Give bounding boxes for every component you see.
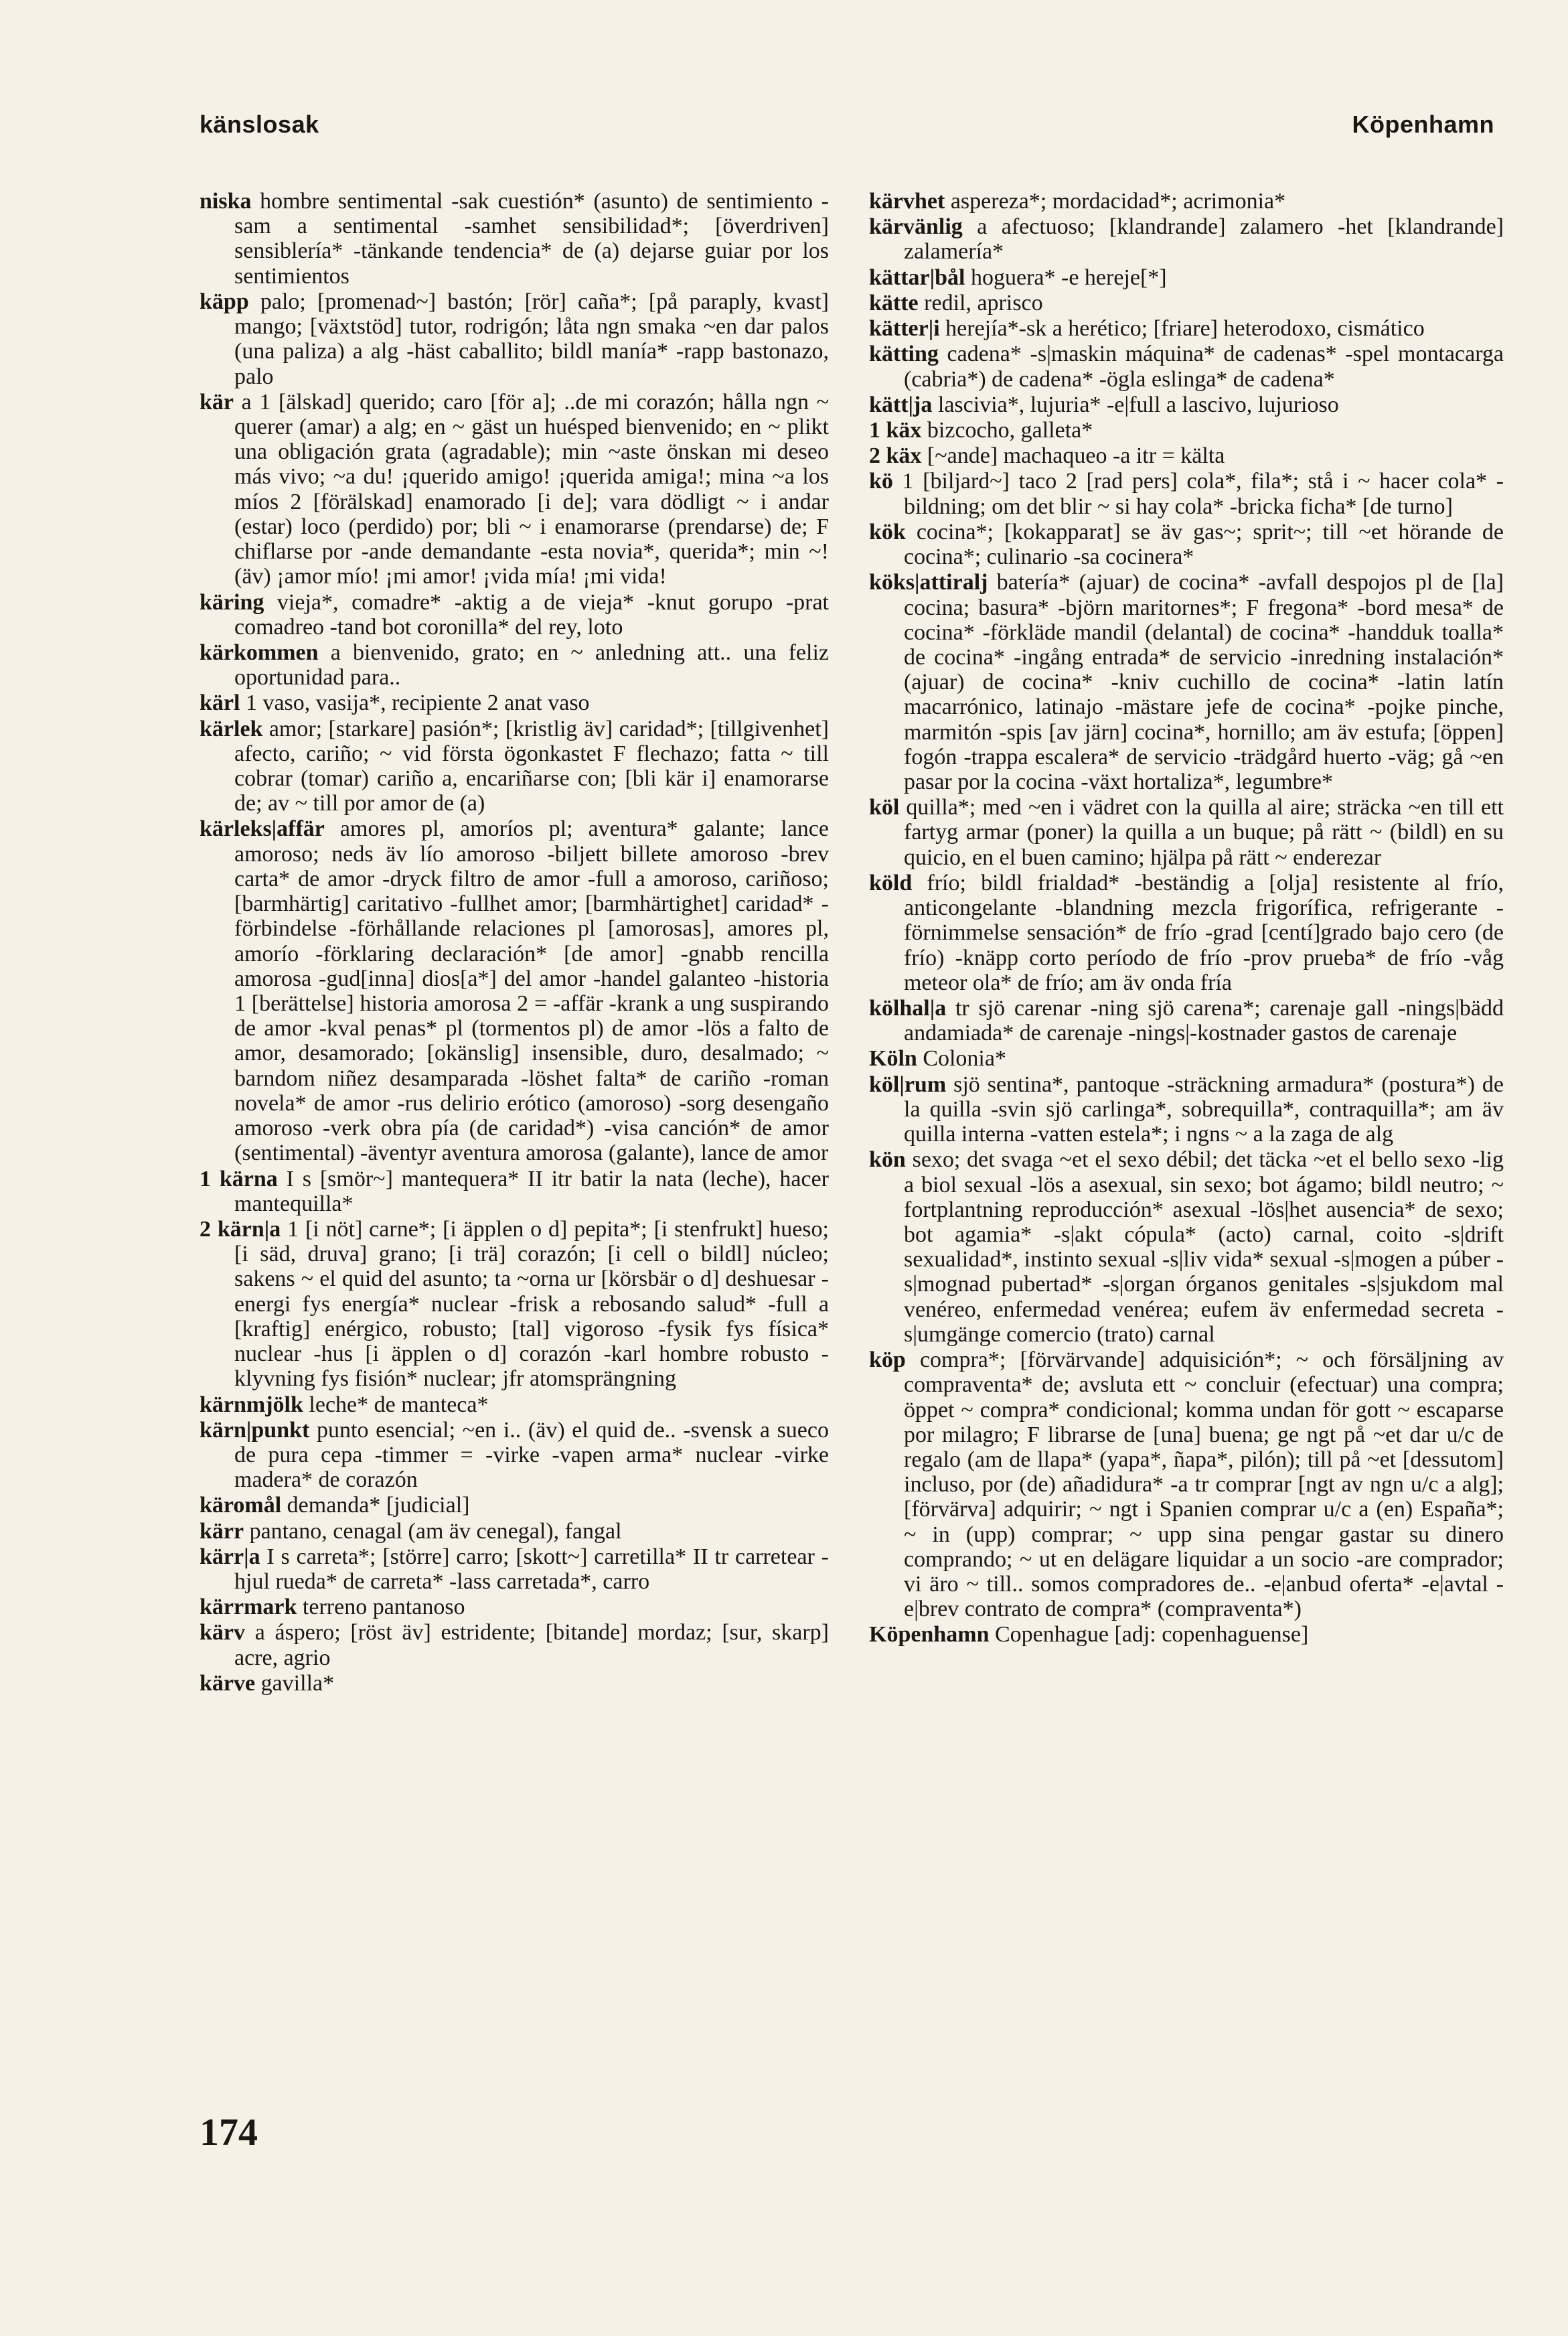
- dictionary-entry: [200, 1671, 829, 1696]
- dictionary-entry: [200, 1217, 829, 1392]
- headword: kärr|a: [200, 1544, 260, 1569]
- dictionary-entry: [869, 1147, 1504, 1347]
- headword: Köpenhamn: [869, 1622, 990, 1648]
- headword: 2 käx: [869, 443, 922, 469]
- headword: 1 kärna: [200, 1166, 278, 1191]
- headword: kärve: [200, 1670, 256, 1696]
- definition: redil, aprisco: [918, 290, 1043, 315]
- headword: kärvhet: [869, 189, 945, 214]
- definition: a áspero; [röst äv] estridente; [bitande] mordaz; [sur, skarp] acre, agrio: [234, 1620, 829, 1670]
- dictionary-entry: [200, 1620, 829, 1670]
- headword: kär: [200, 389, 234, 415]
- dictionary-entry: [200, 1544, 829, 1594]
- dictionary-entry: [200, 289, 829, 389]
- headword: käring: [200, 589, 264, 615]
- dictionary-entry: [869, 265, 1504, 290]
- dictionary-entry: [200, 1392, 829, 1417]
- definition: 1 [i nöt] carne*; [i äpplen o d] pepita*; [i stenfrukt] hueso; [i säd, druva] grano; [i trä] corazón; [i cell o bildl] núcleo; sakens ~ el quid del asunto; ta ~orna ur [körsbär o d] deshuesar -energi fys energía* nuclear -frisk a rebosando salud* -full a [kraftig] enérgico, robusto; [tal] vigoroso -fysik fys física* nuclear -hus [i äpplen o d] corazón -karl hombre robusto -klyvning fys fisión* nuclear; jfr atomsprängning: [234, 1216, 829, 1392]
- headword: köld: [869, 870, 913, 895]
- headword: kök: [869, 519, 906, 544]
- dictionary-entry: [200, 1167, 829, 1216]
- headword: kättar|bål: [869, 265, 965, 290]
- dictionary-entry: [200, 640, 829, 690]
- headword: köks|attiralj: [869, 570, 988, 595]
- dictionary-entry: [869, 443, 1504, 468]
- definition: vieja*, comadre* -aktig a de vieja* -knut gorupo -prat comadreo -tand bot coronilla* del rey, loto: [234, 589, 829, 640]
- definition: bizcocho, galleta*: [921, 417, 1093, 443]
- dictionary-entry: [200, 690, 829, 715]
- definition: sexo; det svaga ~et el sexo débil; det täcka ~et el bello sexo -lig a biol sexual -lös a asexual, sin sexo; bot ágamo; bildl neutro; ~ fortplantning reproducción* asexual -lös|het ausencia* de sexo; bot agamia* -s|akt cópula* (acto) carnal, coito -s|drift sexualidad*, instinto sexual -s|liv vida* sexual -s|mogen a púber -s|mognad pubertad* -s|organ órganos genitales -s|sjukdom mal venéreo, enfermedad venérea; eufem äv enfermedad secreta -s|umgänge comercio (trato) carnal: [904, 1147, 1504, 1347]
- definition: Copenhague [adj: copenhaguense]: [989, 1622, 1309, 1648]
- dictionary-entry: [200, 1519, 829, 1544]
- right-column: [869, 189, 1504, 2142]
- definition: I s carreta*; [större] carro; [skott~] carretilla* II tr carretear -hjul rueda* de carreta* -lass carretada*, carro: [234, 1544, 829, 1595]
- definition: quilla*; med ~en i vädret con la quilla al aire; sträcka ~en till ett fartyg armar (poner) la quilla a un buque; på rätt ~ (bildl) en su quicio, en el buen camino; hjälpa på rätt ~ enderezar: [899, 795, 1504, 870]
- definition: demanda* [judicial]: [281, 1493, 470, 1518]
- headword: kätter|i: [869, 316, 940, 342]
- definition: I s [smör~] mantequera* II itr batir la nata (leche), hacer mantequilla*: [234, 1166, 829, 1216]
- headword: kö: [869, 469, 893, 494]
- headword: kärr: [200, 1518, 244, 1544]
- headword: käromål: [200, 1493, 282, 1518]
- definition: aspereza*; mordacidad*; acrimonia*: [945, 189, 1286, 214]
- definition: sjö sentina*, pantoque -sträckning armadura* (postura*) de la quilla -svin sjö carlinga*, sobrequilla*, contraquilla*; am äv quilla interna -vatten estela*; i ngns ~ a la zaga de alg: [904, 1072, 1504, 1147]
- headword: kätting: [869, 342, 939, 367]
- definition: hombre sentimental -sak cuestión* (asunto) de sentimiento -sam a sentimental -samhet sensibilidad*; [överdriven] sensiblería* -tänkande tendencia* de (a) dejarse guiar por los sentimientos: [234, 189, 829, 289]
- dictionary-entry: [869, 520, 1504, 569]
- definition: palo; [promenad~] bastón; [rör] caña*; [på paraply, kvast] mango; [växtstöd] tutor, rodrigón; låta ngn smaka ~en dar palos (una paliza) a alg -häst caballito; bildl manía* -rapp bastonazo, palo: [234, 289, 829, 389]
- left-column: [200, 189, 829, 2142]
- definition: 1 [biljard~] taco 2 [rad pers] cola*, fila*; stå i ~ hacer cola* -bildning; om det blir ~ si hay cola* -bricka ficha* [de turno]: [892, 469, 1504, 519]
- dictionary-entry: [869, 469, 1504, 518]
- dictionary-entry: [869, 1347, 1504, 1621]
- headword: kölhal|a: [869, 996, 947, 1021]
- dictionary-entry: [869, 1046, 1504, 1071]
- dictionary-entry: [200, 1493, 829, 1518]
- headword: kärleks|affär: [200, 816, 325, 842]
- headword: Köln: [869, 1046, 917, 1072]
- headword: kärn|punkt: [200, 1417, 310, 1443]
- headword: kön: [869, 1147, 906, 1173]
- dictionary-entry: [869, 291, 1504, 315]
- headword: köp: [869, 1347, 906, 1373]
- dictionary-entry: [869, 392, 1504, 417]
- definition: leche* de manteca*: [303, 1392, 489, 1417]
- definition: a afectuoso; [klandrande] zalamero -het [klandrande] zalamería*: [904, 214, 1504, 265]
- dictionary-entry: [869, 214, 1504, 264]
- definition: [~ande] machaqueo -a itr = kälta: [921, 443, 1225, 469]
- headword: 2 kärn|a: [200, 1216, 281, 1242]
- headword: kärl: [200, 690, 240, 716]
- headword: kätte: [869, 290, 919, 315]
- dictionary-entry: [869, 1072, 1504, 1147]
- definition: herejía*-sk a herético; [friare] heterodoxo, cismático: [939, 316, 1425, 342]
- dictionary-entry: [869, 316, 1504, 341]
- dictionary-entry: [200, 590, 829, 640]
- dictionary-entry: [200, 816, 829, 1165]
- dictionary-entry: [200, 717, 829, 816]
- definition: pantano, cenagal (am äv cenegal), fangal: [244, 1518, 622, 1544]
- right-guide-word: Köpenhamn: [1352, 111, 1494, 138]
- dictionary-entry: [869, 795, 1504, 870]
- headword: kärrmark: [200, 1595, 297, 1620]
- definition: a bienvenido, grato; en ~ anledning att.. una feliz oportunidad para..: [234, 640, 829, 690]
- definition: amores pl, amoríos pl; aventura* galante; lance amoroso; neds äv lío amoroso -biljett billete amoroso -brev carta* de amor -dryck filtro de amor -full a amoroso, cariñoso; [barmhärtig] caritativo -fullhet amor; [barmhärtighet] caridad* -förbindelse -förhållande relaciones pl [amorosas], amores pl, amorío -förklaring declaración* [de amor] -gnabb rencilla amorosa -gud[inna] dios[a*] del amor -handel galanteo -historia 1 [berättelse] historia amorosa 2 = -affär -krank a ung suspirando de amor -kval penas* pl (tormentos pl) de amor -lös a falto de amor, desamorado; [okänslig] insensible, duro, desalmado; ~ barndom niñez desamparada -löshet falta* de cariño -roman novela* de amor -rus delirio erótico (amoroso) -sorg desengaño amoroso -verk obra pía (de caridad*) -visa canción* de amor (sentimental) -äventyr aventura amorosa (galante), lance de amor: [234, 816, 829, 1166]
- definition: terreno pantanoso: [297, 1595, 465, 1620]
- dictionary-entry: [869, 871, 1504, 995]
- definition: 1 vaso, vasija*, recipiente 2 anat vaso: [240, 690, 590, 716]
- headword: kärlek: [200, 716, 263, 741]
- definition: batería* (ajuar) de cocina* -avfall despojos pl de [la] cocina; basura* -björn maritornes*; F fregona* -bord mesa* de cocina* -förkläde mandil (delantal) de cocina* -handduk toalla* de cocina* -ingång entrada* de servicio -inredning instalación* (ajuar) de cocina* -kniv cuchillo de cocina* -latin latín macarrónico, latinajo -mästare jefe de cocina* -pojke pinche, marmitón -spis [av järn] cocina*, hornillo; am äv estufa; [öppen] fogón -trappa escalera* de servicio -trädgård huerto -väg; gå ~en pasar por la cocina -växt hortaliza*, legumbre*: [904, 570, 1504, 795]
- definition: amor; [starkare] pasión*; [kristlig äv] caridad*; [tillgivenhet] afecto, cariño; ~ vid första ögonkastet F flechazo; fatta ~ till cobrar (tomar) cariño a, encariñarse con; [bli kär i] enamorarse de; av ~ till por amor de (a): [234, 716, 829, 816]
- dictionary-entry: [200, 1418, 829, 1493]
- definition: frío; bildl frialdad* -beständig a [olja] resistente al frío, anticongelante -blandning mezcla frigorífica, refrigerante -förnimmelse sensación* de frío -grad [centí]grado bajo cero (de frío) -knäpp corto período de frío -prov prueba* de frío -våg meteor ola* de frío; am äv onda fría: [904, 870, 1504, 995]
- dictionary-entry: [869, 570, 1504, 794]
- page-number: 174: [200, 2110, 258, 2154]
- headword: köl: [869, 795, 900, 820]
- headword: kärvänlig: [869, 214, 963, 240]
- definition: Colonia*: [917, 1046, 1006, 1072]
- dictionary-entry: [869, 996, 1504, 1045]
- dictionary-entry: [869, 418, 1504, 443]
- headword: köl|rum: [869, 1072, 947, 1097]
- definition: a 1 [älskad] querido; caro [för a]; ..de mi corazón; hålla ngn ~ querer (amar) a alg; en ~ gäst un huésped bienvenido; en ~ plikt una obligación grata (agradable); min ~aste önskan mi deseo más vivo; ~a du! ¡querido amigo! ¡querida amiga!; mina ~a los míos 2 [förälskad] enamorado [i de]; vara dödligt ~ i andar (estar) loco (perdido) por; bli ~ i enamorarse (prendarse) de; F chiflarse por -ande demandante -esta novia*, querida*; min ~! (äv) ¡amor mío! ¡mi amor! ¡vida mía! ¡mi vida!: [234, 389, 829, 589]
- definition: punto esencial; ~en i.. (äv) el quid de.. -svensk a sueco de pura cepa -timmer = -virke -vapen arma* nuclear -virke madera* de corazón: [234, 1417, 829, 1493]
- dictionary-entry: [869, 1622, 1504, 1647]
- headword: 1 käx: [869, 417, 922, 443]
- headword: niska: [200, 189, 252, 214]
- dictionary-entry: [200, 189, 829, 289]
- definition: tr sjö carenar -ning sjö carena*; carenaje gall -nings|bädd andamiada* de carenaje -nings|-kostnader gastos de carenaje: [904, 996, 1504, 1046]
- definition: compra*; [förvärvande] adquisición*; ~ och försäljning av compraventa* de; avsluta ett ~ concluir (efectuar) una compra; öppet ~ compra* condicional; komma undan för gott ~ escaparse por milagro; F librarse de [una] buena; ge ngt på ~et dar u/c de regalo (am de llapa* (yapa*, ñapa*, pilón); till på ~et [dessutom] incluso, por (de) añadidura* -a tr comprar [ngt av ngn u/c a alg]; [förvärva] adquirir; ~ ngt i Spanien comprar u/c a (en) España*; ~ in (upp) comprar; ~ upp sina pengar gastar su dinero comprando; ~ ut en delägare liquidar a un socio -are comprador; vi äro ~ till.. somos compradores de.. -e|anbud oferta* -e|avtal -e|brev contrato de compra* (compraventa*): [904, 1347, 1504, 1622]
- definition: hoguera* -e hereje[*]: [965, 265, 1167, 290]
- definition: gavilla*: [255, 1670, 335, 1696]
- dictionary-entry: [200, 390, 829, 589]
- left-guide-word: känslosak: [200, 111, 319, 138]
- definition: lascivia*, lujuria* -e|full a lascivo, lujurioso: [932, 392, 1339, 417]
- definition: cadena* -s|maskin máquina* de cadenas* -spel montacarga (cabria*) de cadena* -ögla eslinga* de cadena*: [904, 342, 1504, 392]
- dictionary-entry: [200, 1595, 829, 1619]
- dictionary-entry: [869, 189, 1504, 214]
- headword: kärnmjölk: [200, 1392, 303, 1417]
- headword: kätt|ja: [869, 392, 933, 417]
- headword: kärkommen: [200, 640, 319, 665]
- headword: kärv: [200, 1620, 245, 1646]
- headword: käpp: [200, 289, 249, 314]
- definition: cocina*; [kokapparat] se äv gas~; sprit~; till ~et hörande de cocina*; culinario -sa cocinera*: [904, 519, 1504, 570]
- dictionary-entry: [869, 342, 1504, 391]
